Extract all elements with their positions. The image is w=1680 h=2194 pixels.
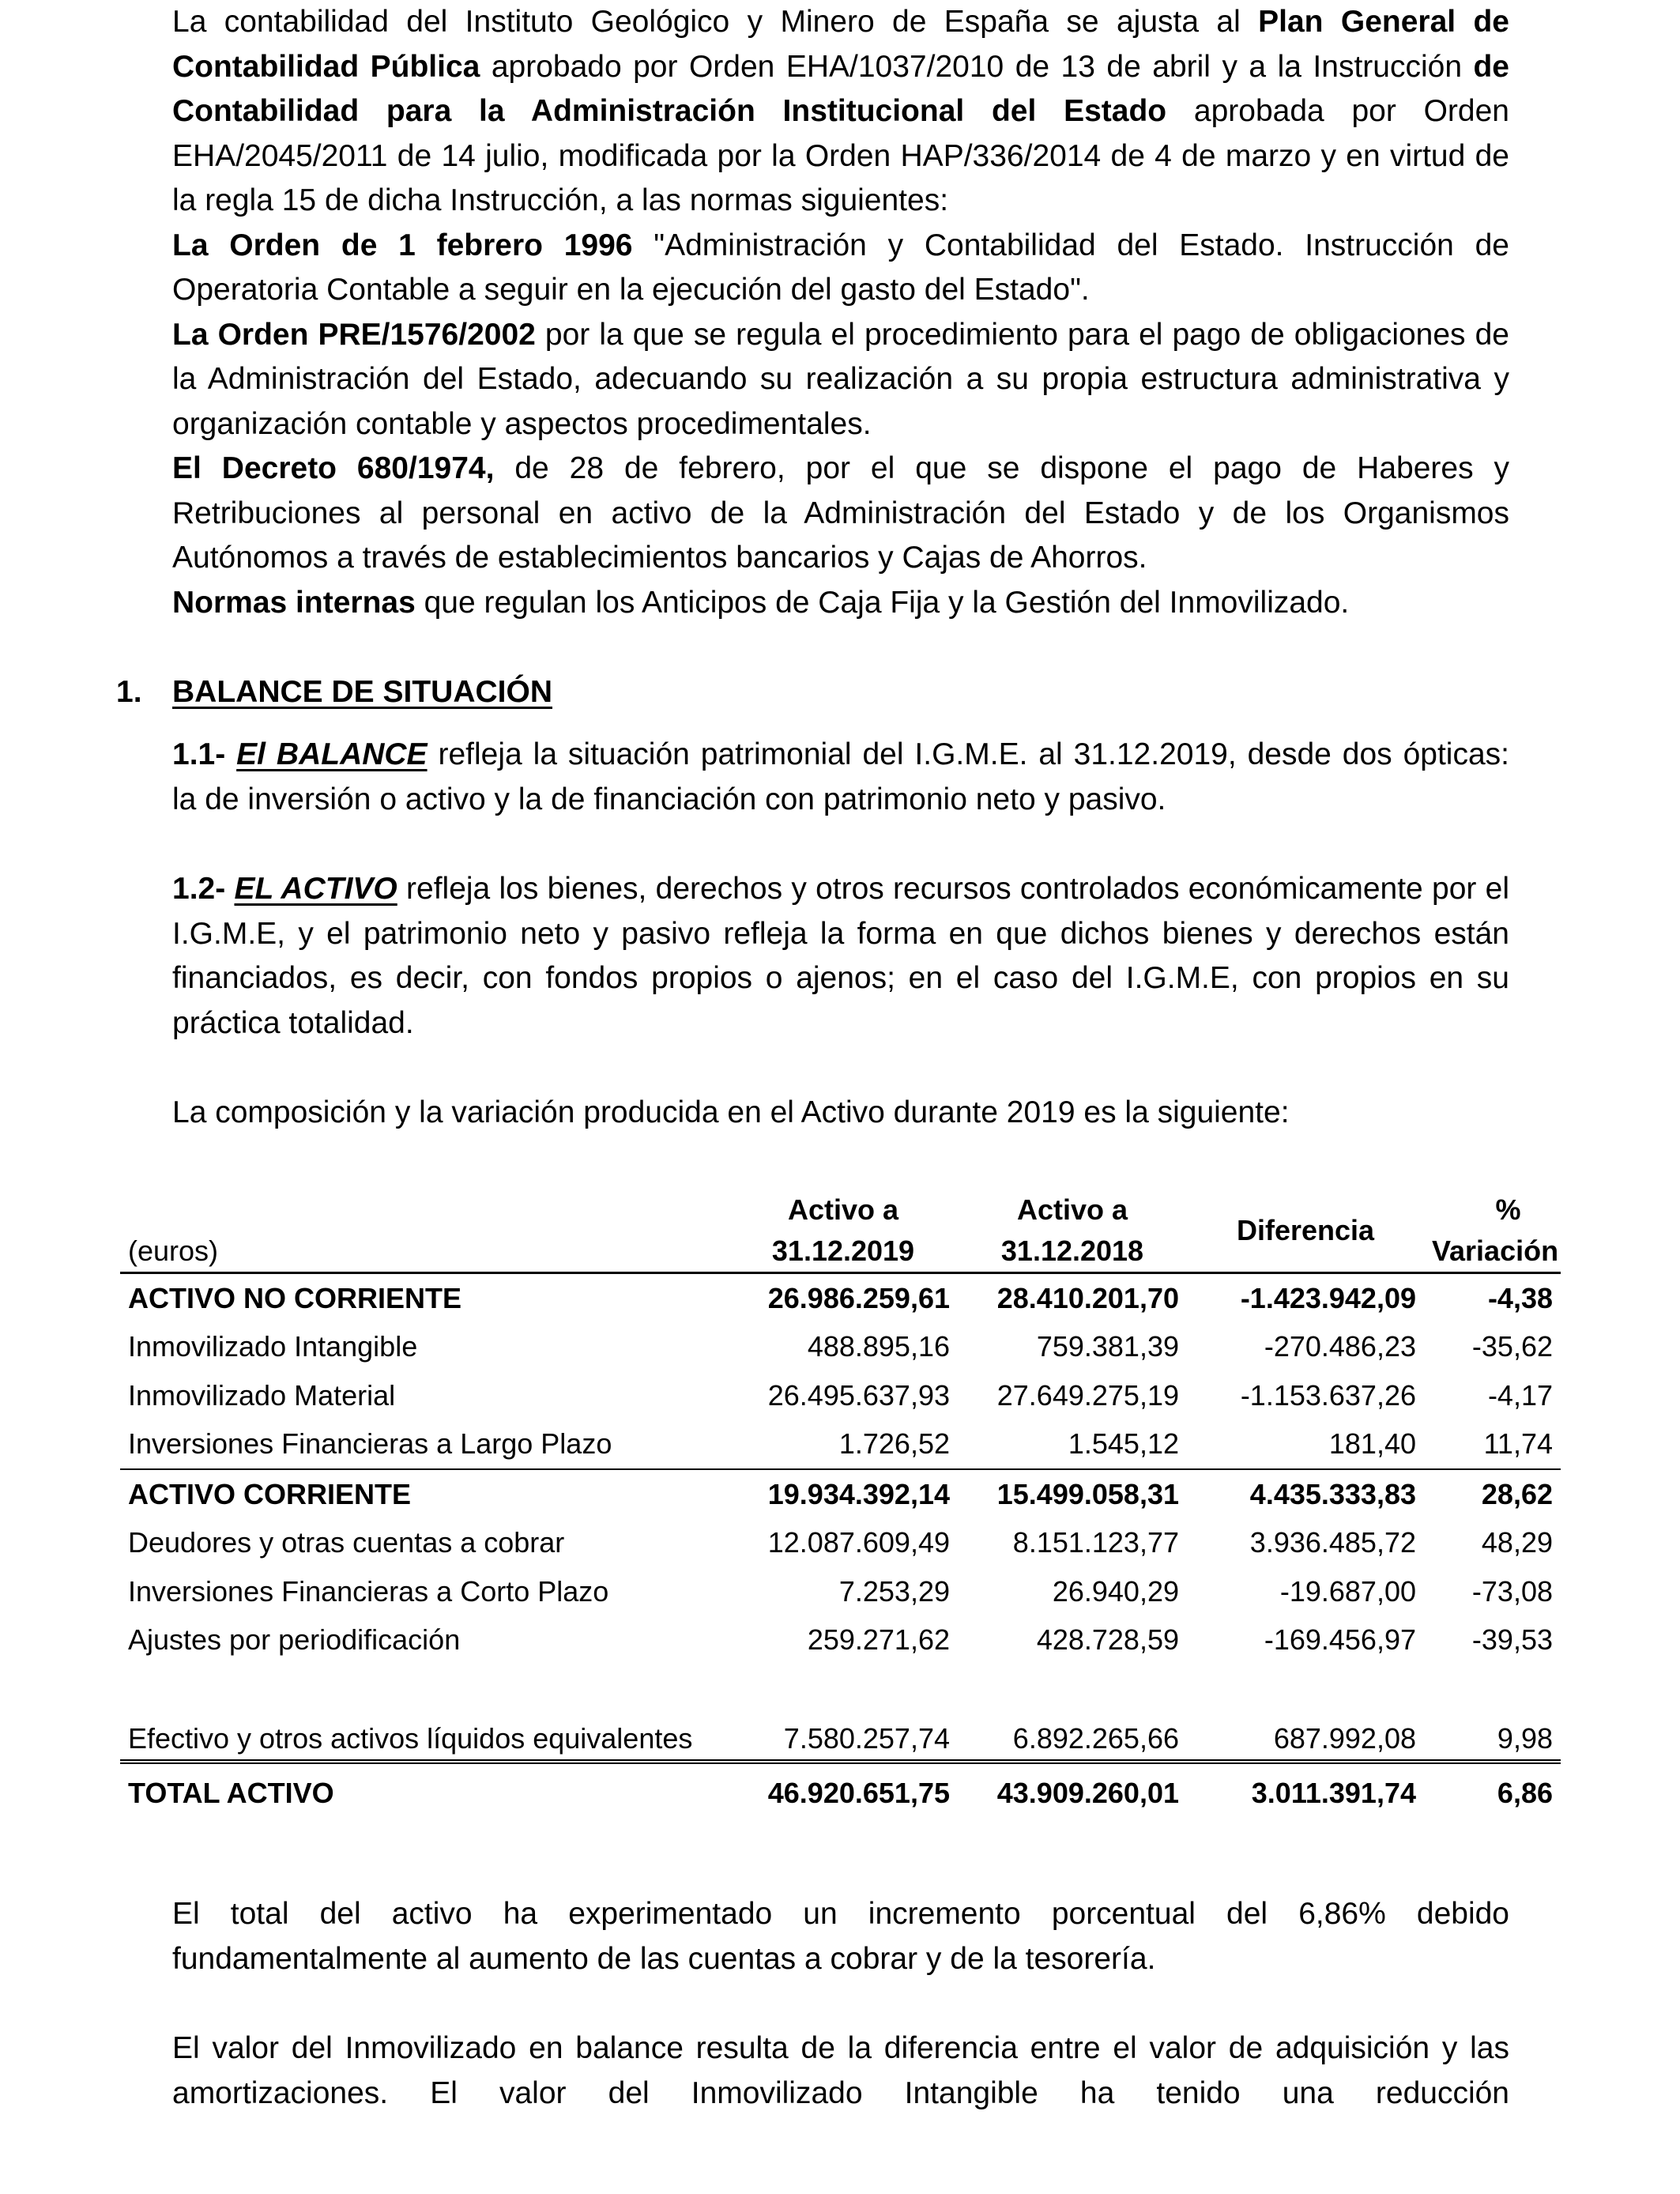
subsection-text-activo: refleja los bienes, derechos y otros recursos controlados económicamente por el I.G.M.E, y el patrimonio neto y pasivo refleja la forma en que dichos bienes y derechos están financiados, es decir, con fondos propios o ajenos; en el caso del I.G.M.E, con propios en su práctica totalidad. [172,872,1509,1040]
section-number: 1. [116,675,142,709]
table-row: Inmovilizado Material 26.495.637,93 27.649.275,19 -1.153.637,26 -4,17 [128,1378,1553,1412]
table-intro: La composición y la variación producida en el Activo durante 2019 es la siguiente: [172,1095,1290,1129]
table-row-total: TOTAL ACTIVO 46.920.651,75 43.909.260,01 3.011.391,74 6,86 [128,1777,1553,1809]
unit-label: (euros) [128,1235,219,1267]
table-row: Efectivo y otros activos líquidos equivalentes 7.580.257,74 6.892.265,66 687.992,08 9,98 [120,1664,1561,1762]
table-row: ACTIVO CORRIENTE 19.934.392,14 15.499.058,31 4.435.333,83 28,62 [120,1469,1561,1519]
col-header-diferencia: Diferencia [1236,1214,1375,1246]
section-heading [116,670,552,714]
table-row: Inmovilizado Intangible 488.895,16 759.381,39 -270.486,23 -35,62 [128,1330,1553,1363]
intro-paragraph-normas: Normas internas que regulan los Anticipos de Caja Fija y la Gestión del Inmovilizado. [172,585,1350,620]
intro-paragraph-plan: La contabilidad del Instituto Geológico y Minero de España se ajusta al Plan General de Contabilidad Pública aprobado por Orden EHA/1037/2010 de 13 de abril y a la Instrucción de Contabilidad para la Administración Institucional del Estado aprobada por Orden EHA/2045/2011 de 14 julio, modificada por la Orden HAP/336/2014 de 4 de marzo y en virtud de la regla 15 de dicha Instrucción, a las normas siguientes: [172,5,1509,217]
table-row: Deudores y otras cuentas a cobrar 12.087.609,49 8.151.123,77 3.936.485,72 48,29 [128,1526,1553,1559]
table-row: Inversiones Financieras a Corto Plazo 7.253,29 26.940,29 -19.687,00 -73,08 [128,1574,1553,1608]
subsection-number-1-2: 1.2- [172,872,226,906]
table-header-row [120,1189,1561,1273]
col-header-variacion: % Variación [1432,1193,1559,1267]
table-row: Inversiones Financieras a Largo Plazo 1.726,52 1.545,12 181,40 11,74 [128,1427,1553,1461]
section-title: BALANCE DE SITUACIÓN [172,675,553,709]
intro-paragraph-orden-2002: La Orden PRE/1576/2002 por la que se regula el procedimiento para el pago de obligaciones de la Administración del Estado, adecuando su realización a su propia estructura administrativa y organización contable y aspectos procedimentales. [172,317,1509,441]
col-header-2018: Activo a 31.12.2018 [1000,1193,1144,1267]
intro-text [172,0,1509,625]
subsection-text-balance: refleja la situación patrimonial del I.G.M.E. al 31.12.2019, desde dos ópticas: la de inversión o activo y la de financiación con patrimonio neto y pasivo. [172,737,1509,816]
intro-paragraph-orden-1996: La Orden de 1 febrero 1996 "Administración y Contabilidad del Estado. Instrucción de Operatoria Contable a seguir en la ejecución del gasto del Estado". [172,228,1509,307]
subsection-term-activo: EL ACTIVO [234,872,397,906]
paragraph-inmovilizado: El valor del Inmovilizado en balance resulta de la diferencia entre el valor de adquisición y las amortizaciones. El valor del Inmovilizado Intangible ha tenido una reducción [172,2031,1509,2110]
subsection-number-1-1: 1.1- [172,737,226,771]
intro-paragraph-decreto: El Decreto 680/1974, de 28 de febrero, por el que se dispone el pago de Haberes y Retribuciones al personal en activo de la Administración del Estado y de los Organismos Autónomos a través de establecimientos bancarios y Cajas de Ahorros. [172,451,1509,575]
table-row: Ajustes por periodificación 259.271,62 428.728,59 -169.456,97 -39,53 [128,1623,1553,1657]
balance-table [120,1189,1561,1823]
subsection-balance [172,733,1509,822]
paragraph-total-activo: El total del activo ha experimentado un incremento porcentual del 6,86% debido fundamentalmente al aumento de las cuentas a cobrar y de la tesorería. [172,1897,1509,1976]
subsection-activo [172,867,1509,1046]
subsection-term-balance: El BALANCE [236,737,428,771]
table-row: ACTIVO NO CORRIENTE 26.986.259,61 28.410.201,70 -1.423.942,09 -4,38 [128,1281,1553,1314]
col-header-2019: Activo a 31.12.2019 [771,1193,915,1267]
